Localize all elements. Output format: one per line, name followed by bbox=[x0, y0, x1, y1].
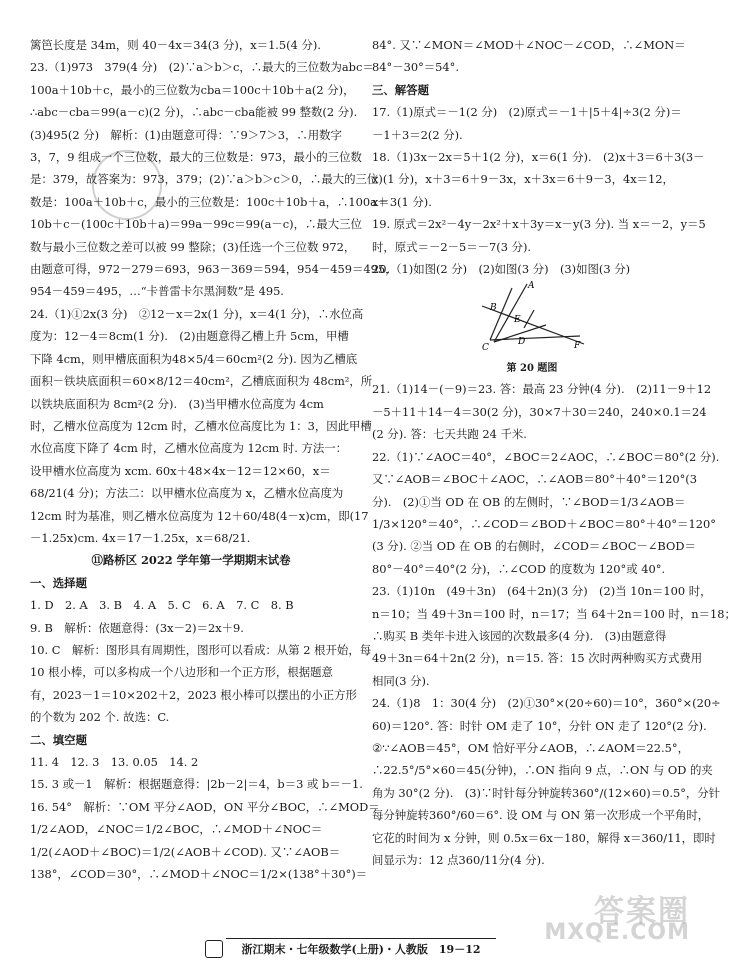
text-line: ∴购买 B 类年卡进入该园的次数最多(4 分). (3)由题意得 bbox=[372, 628, 667, 643]
text-line: 度为：12－4＝8cm(1 分). (2)由题意得乙槽上升 5cm，甲槽 bbox=[30, 329, 349, 344]
text-line: 时，原式＝－2－5＝－7(3 分). bbox=[372, 239, 532, 254]
text-line: 分). (2)①当 OD 在 OB 的左侧时，∵∠BOD＝1/3∠AOB＝ bbox=[372, 494, 686, 509]
watermark-url: MXQE.COM bbox=[544, 920, 690, 945]
text-line: 19. 原式＝2x²－4y－2x²＋x＋3y＝x－y(3 分). 当 x＝－2，y＝5 bbox=[372, 217, 706, 232]
text-line: 又∵∠AOB＝∠BOC＋∠AOC，∴∠AOB＝80°＋40°＝120°(3 bbox=[372, 472, 697, 487]
text-line: 68/21(4 分)；方法二：以甲槽水位高度为 x，乙槽水位高度为 bbox=[30, 486, 344, 501]
text-line: －1＋3＝2(2 分). bbox=[372, 127, 463, 142]
text-line: 时，乙槽水位高度为 12cm 时，乙槽水位高度比为 1：3，因此甲槽 bbox=[30, 418, 372, 433]
text-line: 23.（1)10n (49＋3n) (64＋2n)(3 分) (2)当 10n＝100 时， bbox=[372, 584, 712, 599]
pt-A: A bbox=[528, 281, 535, 292]
text-line: 21.（1)14－(－9)＝23. 答：最高 23 分钟(4 分). (2)11－9＋12 bbox=[372, 382, 712, 397]
text-line: 18.（1)3x－2x＝5＋1(2 分)，x＝6(1 分). (2)x＋3＝6＋3(3－ bbox=[372, 150, 705, 165]
text-line: 设甲槽水位高度为 xcm. 60x＋48×4x－12＝12×60，x＝ bbox=[30, 463, 331, 478]
figure-20 bbox=[372, 280, 692, 375]
right-top-block bbox=[372, 34, 706, 280]
text-line: 60)＝120°. 答：时针 OM 走了 10°，分针 ON 走了 120°(2 分). bbox=[372, 718, 707, 733]
text-line: 间显示为：12 点360/11分(4 分). bbox=[372, 853, 545, 867]
text-line: 水位高度下降了 4cm 时，乙槽水位高度为 12cm 时. 方法一： bbox=[30, 441, 348, 456]
text-line: 以铁块底面积为 8cm²(2 分). (3)当甲槽水位高度为 4cm bbox=[30, 396, 324, 411]
text-line: 10. C 解析：图形具有周期性，图形可以看成：从第 2 根开始，每 bbox=[30, 642, 372, 657]
text-line: (3)495(2 分) 解析：(1)由题意可得：∵9＞7＞3，∴用数字 bbox=[30, 127, 342, 142]
text-line: 的个数为 202 个. 故选：C. bbox=[30, 710, 170, 725]
text-line: 1/3×120°＝40°，∴∠COD＝∠BOD＋∠BOC＝80°＋40°＝120° bbox=[372, 516, 716, 531]
text-line: 篱笆长度是 34m，则 40－4x＝34(3 分)，x＝1.5(4 分). bbox=[30, 38, 321, 52]
text-line: 二、填空题 bbox=[30, 732, 87, 747]
text-line: 一、选择题 bbox=[30, 575, 87, 590]
text-line: ∴abc－cba＝99(a－c)(2 分)，∴abc－cba能被 99 整数(2 分). bbox=[30, 105, 358, 120]
text-line: (3 分). ②当 OD 在 OB 的右侧时，∠COD＝∠BOC－∠BOD＝ bbox=[372, 539, 696, 554]
text-line: 三、解答题 bbox=[372, 82, 429, 97]
figure-20-diagram bbox=[472, 280, 592, 352]
text-line: 下降 4cm，则甲槽底面积为48×5/4＝60cm²(2 分). 因为乙槽底 bbox=[30, 351, 358, 366]
text-line: 11. 4 12. 3 13. 0.05 14. 2 bbox=[30, 755, 199, 769]
text-line: 12cm 时为基准，则乙槽水位高度为 12＋60/48(4－x)cm，即(17 bbox=[30, 508, 369, 523]
text-line: －1.25x)cm. 4x＝17－1.25x，x＝68/21. bbox=[30, 530, 251, 545]
text-line: 138°，∠COD＝30°，∴∠MOD＋∠NOC＝1/2×(138°＋30°)＝ bbox=[30, 867, 368, 882]
text-line: 1/2(∠AOD＋∠BOC)＝1/2(∠AOB＋∠COD). 又∵∠AOB＝ bbox=[30, 844, 341, 859]
text-line: 角为 30°(2 分). (3)∵时针每分钟旋转360°/(12×60)＝0.5°，分针 bbox=[372, 785, 721, 800]
text-line: 24.（1)①2x(3 分) ②12－x＝2x(1 分)，x＝4(1 分)，∴水位高 bbox=[30, 306, 364, 321]
text-line: 数与最小三位数之差可以被 99 整除；(3)任选一个三位数 972， bbox=[30, 239, 356, 254]
text-line: 由题意可得，972－279＝693，963－369＝594，954－459＝495， bbox=[30, 262, 397, 277]
text-line: 100a＋10b＋c，最小的三位数为cba＝100c＋10b＋a(2 分)， bbox=[30, 82, 355, 97]
text-line: 24.（1)8 1：30(4 分) (2)①30°×(20÷60)＝10°，360°×(20÷ bbox=[372, 696, 721, 711]
text-line: 954－459＝495，…“卡普雷卡尔黑洞数”是 495. bbox=[30, 284, 284, 299]
text-line: 23.（1)973 379(4 分) (2)∵a＞b＞c，∴最大的三位数为abc＝ bbox=[30, 60, 374, 75]
text-line: 它花的时间为 x 分钟，则 0.5x＝6x－180，解得 x＝360/11，即时 bbox=[372, 830, 716, 845]
text-line: n＝10；当 49＋3n＝100 时，n＝17；当 64＋2n＝100 时，n＝18； bbox=[372, 606, 736, 621]
pt-C: C bbox=[482, 343, 489, 354]
text-line: 49＋3n＝64＋2n(2 分)，n＝15. 答：15 次时两种购买方式费用 bbox=[372, 651, 703, 666]
right-bottom-block bbox=[372, 378, 736, 871]
footer-badge-icon bbox=[205, 940, 223, 958]
text-line: 有，2023－1＝10×202＋2，2023 根小棒可以摆出的小正方形 bbox=[30, 687, 357, 702]
text-line: 1. D 2. A 3. B 4. A 5. C 6. A 7. C 8. B bbox=[30, 598, 294, 613]
text-line: 10b＋c－(100c＋10b＋a)＝99a－99c＝99(a－c)，∴最大三位 bbox=[30, 217, 362, 232]
text-line: 20.（1)如图(2 分) (2)如图(3 分) (3)如图(3 分) bbox=[372, 262, 631, 277]
text-line: 84°－30°＝54°. bbox=[372, 60, 459, 75]
pt-F: F bbox=[574, 341, 581, 352]
figure-caption: 第 20 题图 bbox=[506, 363, 558, 375]
page-footer: 浙江期末・七年级数学(上册)・人教版 19－12 bbox=[226, 938, 496, 961]
text-line: 22.（1)∵∠AOC＝40°，∠BOC＝2∠AOC，∴∠BOC＝80°(2 分). bbox=[372, 449, 720, 464]
text-line: ⑪路桥区 2022 学年第一学期期末试卷 bbox=[91, 553, 291, 568]
text-line: 16. 54° 解析：∵OM 平分∠AOD，ON 平分∠BOC，∴∠MOD＝ bbox=[30, 799, 380, 814]
watermark-text: 答案圈 bbox=[594, 894, 690, 929]
text-line: 10 根小棒，可以多构成一个八边形和一个正方形，根据题意 bbox=[30, 665, 333, 680]
left-column bbox=[30, 34, 397, 885]
text-line: 相同(3 分). bbox=[372, 673, 430, 688]
right-column bbox=[372, 34, 736, 871]
text-line: 每分钟旋转360°/60＝6°. 设 OM 与 ON 第一次形成一个平角时， bbox=[372, 808, 710, 823]
text-line: ∴22.5°/5°×60＝45(分钟)，∴ON 指向 9 点，∴ON 与 OD 的夹 bbox=[372, 763, 713, 778]
text-line: 3，7，9 组成一个三位数，最大的三位数是：973，最小的三位数 bbox=[30, 150, 362, 165]
text-line: 是：379，故答案为：973，379；(2)∵a＞b＞c＞0，∴最大的三位 bbox=[30, 172, 379, 187]
text-line: 数是：100a＋10b＋c，最小的三位数是：100c＋10b＋a，∴100a＋ bbox=[30, 194, 389, 209]
text-line: 9. B 解析：依题意得：(3x－2)＝2x＋9. bbox=[30, 620, 244, 635]
text-line: 面积－铁块底面积＝60×8/12＝40cm²，乙槽底面积为 48cm²，所 bbox=[30, 374, 373, 389]
text-line: (2 分). 答：七天共跑 24 千米. bbox=[372, 427, 527, 442]
pt-D: D bbox=[518, 337, 526, 348]
pt-E: E bbox=[514, 315, 521, 326]
text-line: ②∵∠AOB＝45°，OM 恰好平分∠AOB，∴∠AOM＝22.5°， bbox=[372, 740, 689, 755]
text-line: x)(1 分)，x＋3＝6＋9－3x，x＋3x＝6＋9－3，4x＝12， bbox=[372, 172, 674, 187]
text-line: 1/2∠AOD，∠NOC＝1/2∠BOC，∴∠MOD＋∠NOC＝ bbox=[30, 822, 323, 837]
text-line: 15. 3 或－1 解析：根据题意得：|2b－2|＝4，b＝3 或 b＝－1. bbox=[30, 777, 363, 792]
text-line: －5＋11＋14－4＝30(2 分)，30×7＋30＝240，240×0.1＝24 bbox=[372, 404, 707, 419]
text-line: x＝3(1 分). bbox=[372, 194, 432, 209]
text-line: 80°－40°＝40°(2 分)，∴∠COD 的度数为 120°或 40°. bbox=[372, 561, 666, 576]
pt-B: B bbox=[490, 303, 497, 314]
text-line: 84°. 又∵∠MON＝∠MOD＋∠NOC－∠COD，∴∠MON＝ bbox=[372, 38, 686, 52]
text-line: 17.（1)原式＝－1(2 分) (2)原式＝－1＋|5＋4|÷3(2 分)＝ bbox=[372, 105, 682, 120]
